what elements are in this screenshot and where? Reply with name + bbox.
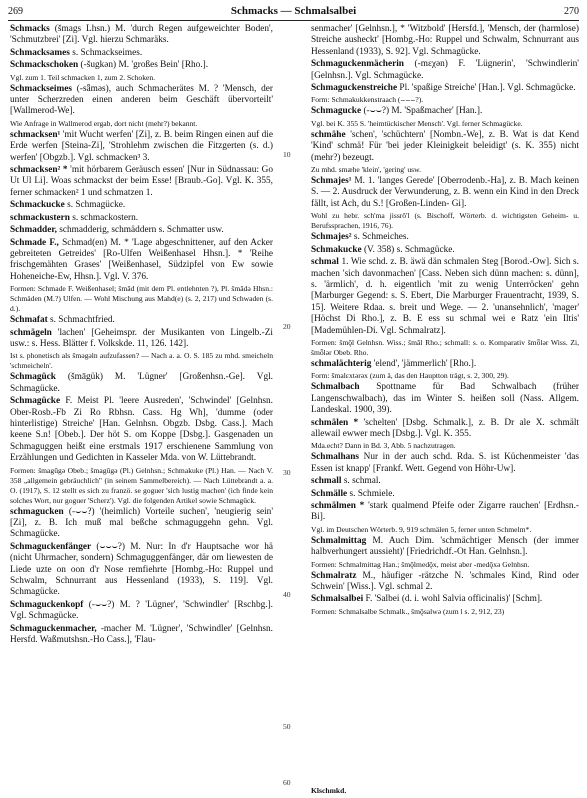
entry-text: (šmāgük) M. 'Lügner' [Großenhsn.-Ge]. Vgl. Schmagücke. — [10, 372, 273, 394]
headword: Schmackseimes — [10, 83, 72, 94]
entry-text: (⌣⌣⌣?) M. Nur: In d'r Hauptsache wor hä (nicht Uhrmacher, sondern) Schmaguggenfänger, där om liewesten de Liede uzte on oon d'r Nose remfiehrte [Hombg.-Ho: Ruppel und Schwalm, Schnurrant aus Hessenland (1933), S. 119]. Vgl. Schmagücke. — [10, 541, 273, 598]
dictionary-entry — [311, 418, 579, 441]
dictionary-entry — [311, 501, 579, 524]
entry-text: Formen: Schmalsalbe Schmalk., šmǭsalwə (zum l s. 2, 912, 23) — [311, 606, 505, 616]
entry-text: Vgl. zum 1. Teil schmacken 1, zum 2. Schoken. — [10, 72, 156, 82]
entry-text: s. schmal. — [343, 476, 381, 487]
dictionary-entry — [10, 328, 273, 351]
headword: Schmajes¹ — [311, 176, 352, 187]
dictionary-entry — [311, 571, 579, 594]
entry-text: F. 'Salbei (d. i. wohl Salvia officinalis)' [Schm]. — [365, 594, 543, 605]
entry-text: 'mit Wucht werfen' [Zi], z. B. beim Ringen einen auf die Erde werfen [Steina-Zi], 'Strohlehm zwischen die Fitzgerten (s. d.) werfen' [Obgzb.]. Vgl. schmacken³ 3. — [10, 129, 273, 163]
entry-text: 'stark qualmend Pfeife oder Zigarre rauchen' [Erdhsn.-Bi]. — [311, 501, 579, 523]
entry-text: (-⌣⌣?) M. ? 'Lügner', 'Schwindler' [Rschbg.]. Vgl. Schmagücke. — [10, 599, 273, 622]
headword: Schmalratz — [311, 570, 357, 581]
margin-line-number: 40 — [283, 590, 291, 599]
entry-text: s. Schmeiches. — [353, 232, 409, 243]
entry-text: Schmad(en) M. * 'Lage abgeschnittener, auf den Acker gebreiteten Getreides' [Ro-Ulfen Weißenhasel Hhsn.]. * 'Reihe frischgemähten Grases' [Weißenhasel, Südzipfel von Ew sowie Hoheneiche-Ew, Hhsn.]. Vgl. V. 376. — [10, 237, 273, 282]
dictionary-entry — [311, 476, 579, 487]
dictionary-entry — [311, 452, 579, 475]
margin-line-number: 30 — [283, 468, 291, 477]
margin-line-number: 10 — [283, 150, 291, 159]
entry-text: Wohl zu hebr. sch'ma jissrô'l (s. Bischoff, Wörterb. d. wichtigsten Geheim- u. Berufssprachen, 1916, 76). — [311, 211, 579, 231]
headword: Schmacksames — [10, 47, 70, 58]
entry-text: (-sǟməs), auch Schmacherätes M. ? 'Mensch, der unter Scherzreden einen anderen beim Geschäft übervorteilt' [Wallmerod-We]. — [10, 83, 273, 117]
headword: schmall — [311, 476, 342, 487]
entry-text: 'elend', 'jämmerlich' [Rho.]. — [373, 358, 477, 369]
entry-text: Spottname für Bad Schwalbach (früher Langenschwalbach), das im Winter S. heißen soll (Nass. Allgem. Landeskal. 1900, 39). — [311, 382, 579, 416]
entry-text: M., häufiger -rätzche N. 'schmales Kind, Rind oder Schwein' [Wiss.]. Vgl. schmal 2. — [311, 570, 579, 593]
right-column — [311, 24, 579, 618]
entry-text: s. schmackostern. — [72, 212, 139, 223]
headword: schmackustern — [10, 212, 70, 223]
entry-text: Wie Anfrage in Wallmerod ergab, dort nicht (mehr?) bekannt. — [10, 118, 198, 128]
headword: Schmaguckenkopf — [10, 599, 84, 610]
running-head: Schmacks — Schmalsalbei — [230, 5, 357, 17]
entry-text: s. Schmiele. — [349, 488, 395, 499]
headword: Schmagücke — [10, 396, 61, 407]
dictionary-entry — [311, 83, 579, 94]
headword: Schmalhans — [311, 452, 360, 463]
dictionary-entry — [10, 396, 273, 464]
entry-text: Vgl. bei K. 355 S. 'heimtückischer Mensch'. Vgl. ferner Schmagücke. — [311, 118, 523, 128]
entry-note — [311, 607, 579, 617]
margin-line-number: 20 — [283, 322, 291, 331]
entry-text: F. Meist Pl. 'leere Ausreden', 'Schwindel' [Gelnhsn. Ober-Rosb.-Fb Zi Ro Rbhsn. Cass. Hg Wh], 'dumme (oder hinterlistige) Streiche' [Han. Gelnhsn. Obgzb. Dsbg. Cass.]. Mach keene S.n! [Obeb.]. Der höt S. om Koppe [Dsbg.]. Gasgenaden un Schmaguggen heißt eine erstmals 1917 erschienene Sammlung von Erzählungen und Gedichten in Kasseler Mda. von W. Lüttebrandt. — [10, 396, 273, 464]
headword: Schmälle — [311, 488, 348, 499]
headword: Schmaguckenstreiche — [311, 83, 398, 94]
entry-text: Formen: Schmade F. Weißenhasel; šmād (mit dem Pl. entlehnten ?), Pl. šmādə Hhsn.: Schmäden (M.?) Ulfen. — Wohl Mischung aus Mahd(e) (s. 2, 217) und Schwaden (s. d.). — [10, 284, 273, 314]
dictionary-entry — [10, 200, 273, 211]
entry-text: 'lachen' [Geheimspr. der Musikanten von Lingelb.-Zi usw.: s. Hess. Blätter f. Volkskde. 11, 126. 142]. — [10, 327, 273, 349]
dictionary-entry — [311, 59, 579, 82]
dictionary-entry — [311, 130, 579, 164]
dictionary-entry — [10, 130, 273, 164]
page-number-right: 270 — [564, 6, 579, 17]
entry-text: s. Schmackseimes. — [72, 47, 143, 58]
headword: schmalächterig — [311, 358, 372, 369]
margin-line-number: 60 — [283, 778, 291, 787]
headword: Schmalbach — [311, 382, 360, 393]
dictionary-entry — [10, 542, 273, 599]
entry-note — [311, 560, 579, 570]
dictionary-entry — [10, 165, 273, 199]
headword: Schmackucke — [10, 200, 65, 211]
headword: Schmajes² — [311, 232, 352, 243]
entry-text: M. Auch Dim. 'schmächtiger Mensch (der immer halbverhungert aussieht)' [Friedrichdf.-Ot Han. Gelnhsn.]. — [311, 535, 580, 558]
entry-text: (V. 358) s. Schmagücke. — [363, 244, 455, 255]
dictionary-entry — [311, 245, 579, 256]
dictionary-entry — [311, 489, 579, 500]
page-number-left: 269 — [8, 6, 23, 17]
entry-note — [311, 525, 579, 535]
entry-text: Formen: šmǭl Gelnhsn. Wiss.; šmāl Rho.; schmall: s. o. Komparativ šmȫlər Wiss. Zi, šmȫlər Obeb. Rho. — [311, 337, 579, 357]
entry-text: 1. Wie schd. z. B. äwä dän schmalen Steg [Borod.-Ow]. Sich s. machen 'sich davonmachen' [Cass. Neben sich dünn machen: s. dünn], s. 'ärmlich', d. h. eigentlich 'mit zu wenig Unterröcken' gehn [Marburger Gegend: s. S. Ebert, Die Marburger Frauentracht, 1939, S. 15]. Weitere Rdaa. s. breit und Wege. — 2. 'unansehnlich', 'mager' [Höchst Di Rho.], z. B. E ess su schmal wei e Ratz 'ein Iltis' [Mademühlen-Di. Vgl. Schmalratz]. — [311, 257, 579, 336]
headword: schmagucken — [10, 506, 64, 517]
entry-text: (šmags Lhsn.) M. 'durch Regen aufgeweichter Boden', 'Schmutzbrei' [Zi]. Vgl. hierzu Schmaräks. — [10, 24, 273, 46]
headword: schmälmen * — [311, 501, 365, 511]
dictionary-entry — [10, 225, 273, 236]
dictionary-entry — [10, 315, 273, 326]
dictionary-entry — [311, 359, 579, 370]
headword: Schmakucke — [311, 244, 362, 255]
entry-text: (-⌣⌣?) M. 'Spaßmacher' [Han.]. — [363, 106, 483, 117]
headword: Schmalsalbei — [311, 594, 364, 605]
dictionary-entry — [311, 382, 579, 416]
footer-catchword: Klschmkd. — [311, 786, 347, 795]
entry-text: Ist s. phonetisch als šməgəln aufzufassen? — Nach a. a. O. S. 185 zu mhd. smeicheln 'schmeicheln'. — [10, 351, 273, 371]
dictionary-entry — [311, 106, 579, 117]
dictionary-entry — [10, 48, 273, 59]
headword: Schmagück — [10, 372, 56, 383]
entry-text: senmacher' [Gelnhsn.], * 'Witzbold' [Hersfd.], 'Mensch, der (harmlose) Streiche ausheckt' [Hombg.-Ho: Ruppel und Schwalm, Schnurrant aus Hessenland (1933), S. 92]. Vgl. Schmagücke. — [311, 24, 579, 57]
headword: Schmaguckenfänger — [10, 541, 92, 552]
entry-text: Pl. 'spaßige Streiche' [Han.]. Vgl. Schmagücke. — [399, 83, 576, 94]
entry-text: Formen: Schmalmittag Han.; šmǭlmedǭx, meist aber -medǭxə Gelnhsn. — [311, 559, 530, 569]
entry-note — [10, 73, 273, 83]
entry-text: Formen: šmagūgə Obeb.; šmagūgə (Pl.) Gelnhsn.; Schmakuke (Pl.) Han. — Nach V. 358 „allgemein gebräuchlich" (in seinem Sammelbereich). — Nach Lüttebrandt a. a. O. (1917), S. 12 stellt es sich zu franzö. se goguer 'sich lustig machen' (ich finde kein solches Wort, nur goguer 'Scherz'). Vgl. die folgenden Artikel sowie Schmagück. — [10, 465, 273, 505]
margin-line-number: 50 — [283, 722, 291, 731]
entry-text: s. Schmagücke. — [67, 200, 126, 211]
header-rule — [8, 20, 579, 21]
entry-note — [311, 165, 579, 175]
entry-text: 'schelten' [Dsbg. Schmalk.], z. B. Dr ale X. schmält allewail ewwer mech [Dsbg.]. Vgl. K. 355. — [311, 417, 579, 439]
entry-text: 'schen', 'schüchtern' [Nombn.-We], z. B. Wat is dat Kend 'Kind' schmä! Für 'bei jeder Kleinigkeit beleidigt' (s. K. 355) nicht (mehr?) bezeugt. — [311, 129, 579, 163]
headword: Schmadder, — [10, 225, 57, 236]
headword: Schmade F., — [10, 237, 59, 248]
dictionary-entry — [10, 238, 273, 284]
headword: schmacksen¹ — [10, 129, 61, 140]
entry-text: 'mit hörbarem Geräusch essen' [Nur in Südnassau: Go Ut Ul Li]. Woas schmackst der beim Esse! [Braub.-Go]. Vgl. K. 355, ferner schmacken² 1 und schmatzen 1. — [10, 165, 273, 198]
headword: Schmacks — [10, 24, 50, 34]
headword: Schmaguckenmacher, — [10, 623, 97, 634]
dictionary-entry — [10, 24, 273, 47]
dictionary-entry — [10, 624, 273, 647]
dictionary-entry — [311, 536, 579, 559]
dictionary-entry — [10, 60, 273, 71]
headword: schmälen * — [311, 417, 359, 428]
dictionary-entry — [10, 507, 273, 541]
entry-note — [311, 211, 579, 231]
entry-text: (-mɛχən) F. 'Lügnerin', 'Schwindlerin' [Gelnhsn.]. Vgl. Schmagücke. — [311, 59, 579, 81]
entry-text: s. Schmachtfried. — [50, 315, 115, 326]
entry-text: Form: šmalɛxtərəx (zum ä, das den Hauptton trägt, s. 2, 300, 29). — [311, 371, 509, 381]
entry-note — [311, 338, 579, 358]
left-column — [10, 24, 273, 647]
dictionary-entry — [10, 372, 273, 395]
entry-text: Vgl. im Deutschen Wörterb. 9, 919 schmälen 5, ferner unten Schmelm*. — [311, 524, 532, 534]
entry-text: Mda.echt? Dann in Bd. 3, Abb. 5 nachzutragen. — [311, 441, 456, 451]
entry-note — [10, 351, 273, 371]
headword: Schmaguckenmächerin — [311, 59, 404, 70]
entry-text: -macher M. 'Lügner', 'Schwindler' [Gelnhsn. Hersfd. Waßmutshsn.-Ho Cass.], 'Flau- — [10, 623, 274, 646]
entry-text: M. 1. 'langes Gerede' [Oberrodenb.-Ha], z. B. Mach keinen S. — 2. Ausdruck der Verwunderung, z. B. wenn ein Kind in den Dreck fällt, ist Ach, du S.! [Großen-Linden- Gi]. — [311, 176, 580, 209]
headword: Schmackschoken — [10, 60, 79, 71]
entry-note — [10, 466, 273, 506]
entry-note — [311, 371, 579, 381]
dictionary-entry — [10, 600, 273, 623]
dictionary-entry — [311, 594, 579, 605]
entry-text: (-šugkən) M. 'großes Bein' [Rho.]. — [80, 60, 209, 71]
headword: schmägeln — [10, 327, 52, 338]
entry-note — [311, 119, 579, 129]
headword: schmal — [311, 257, 339, 268]
dictionary-entry — [10, 84, 273, 118]
entry-text: schmadderig, schmäddern s. Schmatter usw. — [59, 225, 224, 236]
entry-note — [10, 284, 273, 314]
headword: schmacksen² * — [10, 165, 68, 176]
dictionary-entry — [311, 176, 579, 210]
entry-note — [311, 441, 579, 451]
entry-note — [10, 119, 273, 129]
headword: schmähe — [311, 129, 346, 140]
entry-text: (-⌣⌣?) '(heimlich) Vorteile suchen', 'neugierig sein' [Zi], z. B. Ich muß mal beßche schmaguggehn gehn. Vgl. Schmagücke. — [10, 506, 274, 540]
entry-text: Nur in der auch schd. Rda. S. ist Küchenmeister 'das Essen ist knapp' [Frankf. Wett. Gegend von Höhr-Uw]. — [311, 452, 579, 474]
headword: Schmafat — [10, 315, 48, 326]
dictionary-entry — [311, 232, 579, 243]
dictionary-entry — [311, 24, 579, 58]
dictionary-entry — [10, 213, 273, 224]
dictionary-entry — [311, 257, 579, 337]
headword: Schmagucke — [311, 106, 362, 117]
entry-text: Zu mhd. smæhe 'klein', 'gering' usw. — [311, 165, 422, 175]
entry-note — [311, 95, 579, 105]
headword: Schmalmittag — [311, 535, 367, 546]
entry-text: Form: Schmakukkenstraach (⌣⌣⌣?). — [311, 95, 424, 105]
